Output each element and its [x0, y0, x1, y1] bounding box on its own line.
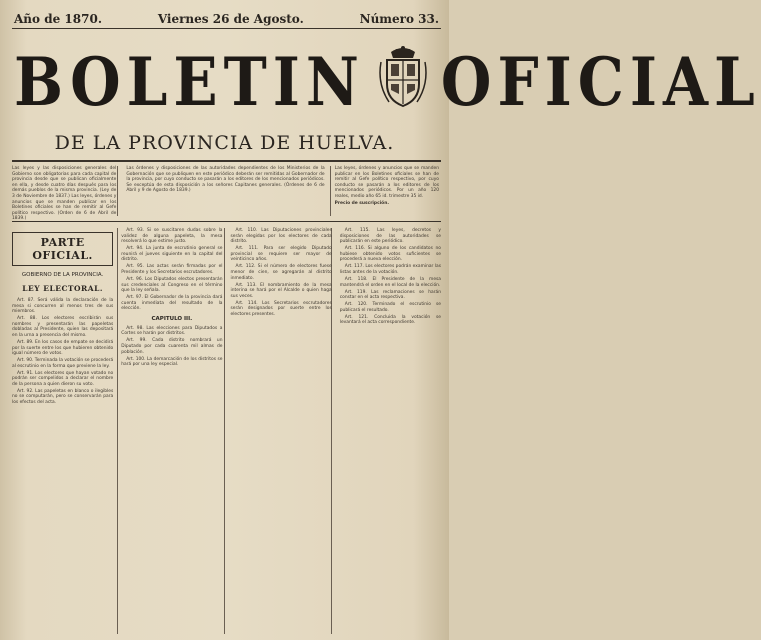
notice-left-text: Las leyes y las disposiciones generales del Gobierno son obligatorias para cada capital de provincia desde que se publican oficialmente en ella, y desde cuatro días después para los demás pueblos de la misma provincia. (Ley de 3 de Noviembre de 1837.) Las leyes, órdenes y anuncios que se manden publicar en los Boletines oficiales se han de remitir al Gefe político respectivo. (Orden de 6 de Abril de 1839.) [12, 166, 117, 222]
masthead-subtitle: DE LA PROVINCIA DE HUELVA. [54, 132, 395, 154]
article-paragraph: Art. 111. Para ser elegido Diputado provincial se requiere ser mayor de veinticinco años. [230, 246, 332, 263]
article-paragraph: Art. 90. Terminada la votación se procederá al escrutinio en la forma que previene la ley. [12, 358, 114, 369]
column-4-text [340, 228, 441, 326]
article-paragraph: Art. 88. Los electores escribirán sus nombres y presentarán las papeletas dobladas al Presidente, quien las depositará en la urna a presencia del mismo. [12, 316, 114, 338]
body-column-1 [12, 228, 113, 634]
article-paragraph: Art. 94. La junta de escrutinio general se reunirá el jueves siguiente en la capital del distrito. [121, 246, 223, 263]
article-paragraph: Art. 98. Las elecciones para Diputados a Cortes se harán por distritos. [121, 325, 223, 337]
header-rule [12, 28, 441, 29]
section-title-parte-oficial: PARTE OFICIAL. [12, 232, 113, 266]
issue-date: Viernes 26 de Agosto. [157, 12, 304, 26]
column-2-text-after [121, 326, 222, 368]
article-paragraph: Art. 120. Terminado el escrutinio se publicará el resultado. [339, 302, 441, 313]
notices-band [12, 166, 439, 223]
column-1-text [12, 298, 113, 406]
column-2-text [121, 228, 222, 312]
masthead-word-boletin: BOLETIN [14, 42, 365, 122]
ministry-heading: GOBIERNO DE LA PROVINCIA. [21, 272, 104, 278]
article-paragraph: Art. 116. Si alguno de los candidatos no hubiese obtenido votos suficientes se procederá a nueva elección. [339, 246, 441, 263]
law-title: LEY ELECTORAL. [22, 284, 103, 293]
article-paragraph: Art. 89. En los casos de empate se decidirá por la suerte entre los que hubieren obtenido igual número de votos. [12, 339, 114, 357]
article-paragraph: Art. 96. Los Diputados electos presentarán sus credenciales al Congreso en el término que la ley señala. [121, 276, 223, 294]
article-paragraph: Art. 113. El nombramiento de la mesa interina se hará por el Alcalde o quien haga sus veces. [230, 282, 332, 299]
article-paragraph: Art. 99. Cada distrito nombrará un Diputado por cada cuarenta mil almas de población. [121, 338, 223, 355]
masthead [14, 42, 761, 122]
article-paragraph: Art. 93. Si se suscitaren dudas sobre la validez de alguna papeleta, la mesa resolverá lo que estime justo. [121, 228, 223, 245]
article-paragraph: Art. 95. Las actas serán firmadas por el Presidente y los Secretarios escrutadores. [121, 264, 223, 275]
notice-right-text: Las leyes, órdenes y anuncios que se manden publicar en los Boletines oficiales se han de remitir al Gefe político respectivo, por cuyo conducto se pasarán a los editores de los mencionados periódicos. Por un año 120 reales, medio año 65 id. trimestre 35 id. [334, 166, 439, 199]
article-paragraph: Art. 92. Las papeletas en blanco o ilegibles no se computarán, pero se conservarán para los efectos del acta. [12, 388, 114, 406]
notice-middle [126, 166, 324, 223]
article-paragraph: Art. 110. Las Diputaciones provinciales serán elegidas por los electores de cada distrito. [230, 228, 332, 245]
article-paragraph: Art. 112. Si el número de electores fuese menor de cien, se agregarán al distrito inmediato. [230, 264, 332, 281]
masthead-word-oficial: OFICIAL [440, 42, 761, 122]
article-paragraph: Art. 114. Los Secretarios escrutadores serán designados por suerte entre los electores presentes. [230, 300, 332, 317]
notice-right [335, 166, 439, 223]
body-column-4 [340, 228, 441, 634]
notice-left [12, 166, 116, 223]
article-paragraph: Art. 119. Las reclamaciones se harán constar en el acta respectiva. [339, 289, 441, 301]
article-paragraph: Art. 97. El Gobernador de la provincia dará cuenta inmediata del resultado de la elección. [121, 295, 223, 312]
article-paragraph: Art. 121. Concluida la votación se levantará el acta correspondiente. [339, 314, 441, 326]
column-divider [117, 166, 118, 216]
issue-year: Año de 1870. [14, 12, 102, 26]
issue-number: Número 33. [359, 12, 439, 26]
masthead-rule [12, 160, 441, 162]
article-paragraph: Art. 118. El Presidente de la mesa mantendrá el orden en el local de la elección. [339, 276, 441, 288]
body-columns [12, 228, 441, 634]
notice-middle-text: Las órdenes y disposiciones de las autoridades dependientes de los Ministerios de la Gobernación que se publiquen en este periódico deberán ser remitidas al Gobernador de la provincia, por cuyo conducto se pasarán a los editores de los mencionados periódicos. Se exceptúa de esta disposición a los señores Capitanes generales. (Órdenes de 6 de Abril y 9 de Agosto de 1839.) [126, 166, 325, 194]
header-line [14, 12, 439, 26]
chapter-heading: CAPITULO III. [151, 315, 193, 322]
article-paragraph: Art. 117. Los electores podrán examinar las listas antes de la votación. [339, 264, 441, 275]
article-paragraph: Art. 91. Los electores que hayan votado no podrán ser compelidos a declarar el nombre de la persona a quien dieron su voto. [12, 370, 114, 387]
notices-rule [12, 221, 441, 222]
body-column-2 [121, 228, 222, 634]
column-divider [330, 166, 331, 216]
article-paragraph: Art. 115. Las leyes, decretos y disposiciones de las autoridades se publicarán en este periódico. [339, 228, 441, 245]
notice-right-price: Precio de suscripción. [334, 200, 389, 206]
column-3-text [231, 228, 332, 317]
coat-of-arms-icon [375, 43, 431, 113]
body-column-3 [231, 228, 332, 634]
article-paragraph: Art. 100. La demarcación de los distritos se hará por una ley especial. [121, 356, 223, 368]
article-paragraph: Art. 87. Será válida la declaración de la mesa si concurren al menos tres de sus miembros. [12, 298, 114, 315]
